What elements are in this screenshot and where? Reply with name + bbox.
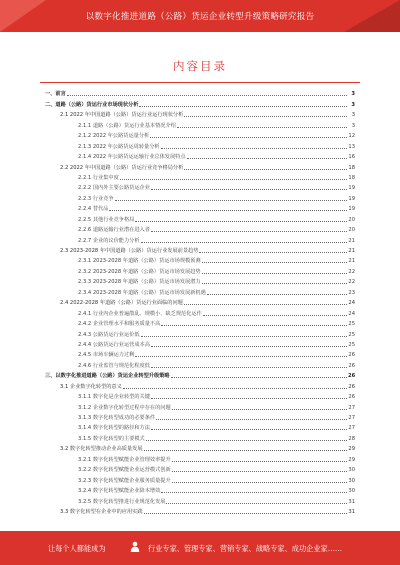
toc-leader-dots: [151, 398, 347, 399]
toc-entry-text: 2.4.3 公路货运行业运价低: [78, 331, 140, 338]
toc-entry[interactable]: [45, 327, 355, 337]
toc-entry-text: 2.1.2 2022 年公路货运量分析: [78, 133, 150, 140]
toc-entry[interactable]: [45, 212, 355, 222]
toc-page-number: 26: [348, 383, 355, 390]
toc-leader-dots: [151, 367, 347, 368]
toc-entry-text: 3.1.2 企业数字化转型过程中存在的问题: [78, 404, 171, 411]
toc-page-number: 21: [348, 258, 355, 265]
toc-entry[interactable]: [45, 233, 355, 243]
toc-entry-text: 2.2.7 企业的议价能力分析: [78, 237, 140, 244]
toc-leader-dots: [144, 450, 347, 451]
toc-entry[interactable]: [45, 400, 355, 410]
toc-entry-text: 二、道路（公路）货运行业市场现状分析: [45, 101, 139, 108]
toc-leader-dots: [184, 304, 347, 305]
toc-entry-text: 3.1.1 数字化是企业转型的关键: [78, 394, 150, 401]
toc-page-number: 19: [348, 195, 355, 202]
toc-page-number: 30: [348, 488, 355, 495]
toc-entry-text: 2.3.2 2023-2028 年道路（公路）货运市场发展趋势: [78, 268, 201, 275]
toc-entry[interactable]: [45, 97, 355, 107]
toc-page-number: 13: [348, 143, 355, 150]
toc-page-number: 20: [348, 227, 355, 234]
toc-entry-text: 2.3 2023-2028 年中国道路（公路）货运行业发展前景趋势: [60, 248, 199, 254]
toc-page-number: 30: [348, 477, 355, 484]
toc-leader-dots: [150, 137, 347, 138]
toc-entry[interactable]: [45, 494, 355, 504]
toc-leader-dots: [172, 461, 347, 462]
toc-entry-text: 2.4.4 公路货运行业运营成本高: [78, 341, 150, 348]
toc-page-number: 30: [348, 467, 355, 474]
toc-leader-dots: [199, 252, 347, 253]
toc-leader-dots: [151, 231, 347, 232]
toc-entry[interactable]: [45, 150, 355, 160]
toc-entry[interactable]: [45, 87, 355, 97]
toc-entry-text: 2.2 2022 年中国道路（公路）货运行业竞争格局分析: [60, 164, 184, 171]
toc-entry[interactable]: [45, 369, 355, 379]
toc-entry[interactable]: [45, 421, 355, 431]
report-title: 以数字化推进道路（公路）货运企业转型升级策略研究报告: [85, 12, 315, 22]
toc-page-number: 21: [348, 248, 355, 254]
toc-entry[interactable]: [45, 463, 355, 473]
toc-entry-text: 3.1.3 数字化转型成功的必要条件: [78, 415, 156, 421]
toc-entry-text: 3.2.2 数字化转型赋能企业运营模式创新: [78, 467, 171, 474]
toc-leader-dots: [144, 513, 347, 514]
toc-entry[interactable]: [45, 139, 355, 149]
footer-slogan-left: 让每个人都能成为: [48, 544, 106, 553]
toc-leader-dots: [172, 409, 347, 410]
toc-leader-dots: [135, 356, 347, 357]
toc-entry[interactable]: [45, 285, 355, 295]
toc-leader-dots: [156, 419, 347, 420]
toc-entry[interactable]: [45, 452, 355, 462]
toc-entry-text: 三、以数字化推进道路（公路）货运企业转型升级策略: [45, 373, 170, 380]
toc-entry-text: 2.4.2 企业管理水平和服务质量不高: [78, 321, 161, 328]
toc-page-number: 27: [348, 415, 355, 421]
toc-leader-dots: [184, 116, 347, 117]
toc-leader-dots: [171, 377, 347, 378]
toc-entry-text: 3.1.5 数字化转型的主要模式: [78, 435, 145, 442]
toc-leader-dots: [161, 325, 347, 326]
page-footer: [0, 531, 400, 565]
toc-entry-text: 2.2.1 行业集中度: [78, 174, 119, 181]
toc-leader-dots: [161, 492, 347, 493]
toc-entry-text: 一、前言: [45, 91, 66, 98]
toc-leader-dots: [151, 346, 347, 347]
toc-entry-text: 2.1 2022 年中国道路（公路）货运行业运行现状分析: [60, 112, 184, 119]
toc-entry-text: 2.3.1 2023-2028 年道路（公路）货运市场规模预测: [78, 258, 201, 265]
toc-entry[interactable]: [45, 348, 355, 358]
toc-entry-text: 2.2.5 其他行业竞争格局: [78, 216, 135, 223]
toc-page-number: 24: [348, 300, 355, 307]
toc-entry-text: 3.2 数字化转型推动企业高质量发展: [60, 446, 143, 453]
toc-leader-dots: [202, 283, 347, 284]
toc-entry[interactable]: [45, 338, 355, 348]
toc-entry[interactable]: [45, 442, 355, 452]
toc-entry[interactable]: [45, 244, 355, 254]
toc-page-number: 12: [348, 133, 355, 140]
footer-slogan-right: 行业专家、管理专家、营销专家、战略专家、成功企业家……: [148, 544, 343, 553]
toc-page-number: 18: [348, 164, 355, 171]
toc-page-number: 26: [348, 373, 356, 380]
toc-page-number: 27: [348, 425, 355, 432]
toc-page-number: 25: [348, 321, 355, 328]
table-of-contents: [45, 87, 355, 515]
toc-leader-dots: [202, 273, 347, 274]
toc-page-number: 28: [348, 435, 355, 442]
toc-leader-dots: [146, 440, 347, 441]
toc-entry[interactable]: [45, 191, 355, 201]
toc-entry-text: 2.3.3 2023-2028 年道路（公路）货运市场发展潜力: [78, 279, 201, 286]
toc-entry-text: 2.2.3 行业竞争: [78, 195, 114, 202]
toc-entry[interactable]: [45, 275, 355, 285]
toc-page-number: 29: [348, 456, 355, 463]
toc-entry[interactable]: [45, 181, 355, 191]
toc-divider: [40, 82, 360, 83]
toc-page-number: 26: [348, 362, 355, 369]
toc-page-number: 22: [348, 279, 355, 286]
toc-leader-dots: [172, 471, 347, 472]
toc-page-number: 18: [348, 174, 355, 181]
toc-entry[interactable]: [45, 160, 355, 170]
toc-entry-text: 3.2.3 数字化转型赋能企业服务质量提升: [78, 477, 171, 484]
toc-page-number: 19: [348, 206, 355, 213]
toc-leader-dots: [141, 242, 347, 243]
toc-leader-dots: [161, 148, 347, 149]
person-icon: [130, 541, 140, 552]
toc-entry-text: 3.2.5 数字化转型推进行业规范化发展: [78, 498, 166, 505]
toc-page-number: 16: [348, 154, 355, 161]
toc-entry[interactable]: [45, 202, 355, 212]
toc-entry[interactable]: [45, 108, 355, 118]
toc-entry-text: 2.1.3 2022 年公路货运周转量分析: [78, 143, 160, 150]
toc-entry-text: 2.1.1 道路（公路）货运行业基本情况介绍: [78, 122, 176, 129]
toc-entry-text: 2.2.4 替代品: [78, 206, 109, 213]
toc-leader-dots: [151, 189, 347, 190]
toc-page-number: 31: [348, 508, 355, 515]
toc-entry[interactable]: [45, 390, 355, 400]
toc-page-number: 20: [348, 216, 355, 223]
toc-leader-dots: [184, 169, 347, 170]
toc-page-number: 31: [348, 498, 355, 505]
toc-page-number: 26: [348, 352, 355, 359]
toc-entry[interactable]: [45, 223, 355, 233]
toc-entry-text: 2.1.4 2022 年公路货运运输行业总体发展特点: [78, 154, 186, 161]
toc-leader-dots: [67, 95, 347, 96]
header-decoration-right: [344, 0, 400, 32]
report-header: [0, 0, 400, 32]
toc-entry[interactable]: [45, 254, 355, 264]
toc-entry-text: 2.2.6 道路运输行业潜在进入者: [78, 227, 150, 234]
toc-page-number: 3: [351, 91, 355, 98]
toc-entry-text: 2.4.6 行业监管与规范化程度低: [78, 362, 150, 369]
toc-leader-dots: [135, 221, 347, 222]
toc-entry-text: 2.3.4 2023-2028 年道路（公路）货运市场发展新机遇: [78, 289, 206, 296]
toc-page-number: 22: [348, 268, 355, 275]
toc-leader-dots: [172, 482, 347, 483]
toc-entry-text: 2.4.5 市场车辆运力过剩: [78, 352, 135, 359]
toc-entry[interactable]: [45, 379, 355, 389]
toc-entry-text: 3.3 数字化转型在企业中的应用实践: [60, 508, 143, 515]
toc-entry[interactable]: [45, 358, 355, 368]
toc-leader-dots: [109, 210, 347, 211]
toc-leader-dots: [207, 294, 347, 295]
toc-leader-dots: [151, 429, 347, 430]
toc-entry[interactable]: [45, 505, 355, 515]
toc-leader-dots: [141, 336, 347, 337]
toc-leader-dots: [177, 127, 347, 128]
toc-leader-dots: [123, 388, 347, 389]
toc-entry[interactable]: [45, 473, 355, 483]
toc-page-number: 3: [351, 112, 355, 119]
toc-entry[interactable]: [45, 411, 355, 421]
toc-entry[interactable]: [45, 296, 355, 306]
toc-entry[interactable]: [45, 317, 355, 327]
toc-page-number: 21: [348, 237, 355, 244]
toc-entry[interactable]: [45, 171, 355, 181]
toc-page-number: 29: [348, 446, 355, 453]
toc-leader-dots: [120, 179, 347, 180]
toc-entry[interactable]: [45, 118, 355, 128]
toc-entry-text: 2.4.1 行业内企业普遍散乱、规模小、缺乏规范化运作: [78, 310, 202, 317]
toc-entry-text: 2.4 2022-2028 年道路（公路）货运行业面临的问题: [60, 300, 183, 307]
toc-page-number: 23: [348, 289, 355, 296]
toc-leader-dots: [115, 200, 347, 201]
toc-heading: 内容目录: [173, 59, 227, 73]
toc-entry-text: 3.1.4 数字化转型的路径和方法: [78, 425, 150, 432]
toc-entry[interactable]: [45, 431, 355, 441]
toc-entry[interactable]: [45, 129, 355, 139]
toc-page-number: 25: [348, 331, 355, 338]
toc-page-number: 27: [348, 404, 355, 411]
toc-entry[interactable]: [45, 306, 355, 316]
toc-page-number: 25: [348, 341, 355, 348]
toc-leader-dots: [139, 106, 347, 107]
toc-page-number: 3: [351, 101, 355, 108]
toc-entry[interactable]: [45, 264, 355, 274]
header-decoration-left: [0, 0, 46, 32]
toc-leader-dots: [187, 158, 347, 159]
toc-page-number: 26: [348, 394, 355, 401]
toc-entry-text: 3.2.1 数字化转型赋能企业管理效率提升: [78, 456, 171, 463]
toc-leader-dots: [166, 503, 347, 504]
toc-entry-text: 3.1 企业数字化转型的意义: [60, 383, 122, 390]
toc-leader-dots: [202, 262, 347, 263]
toc-page-number: 3: [351, 122, 355, 129]
toc-entry-text: 2.2.2 国内外主要公路货运企业: [78, 185, 150, 192]
toc-entry[interactable]: [45, 484, 355, 494]
toc-page-number: 24: [348, 310, 355, 317]
toc-entry-text: 3.2.4 数字化转型赋能企业降本增效: [78, 488, 161, 495]
toc-leader-dots: [203, 315, 347, 316]
toc-page-number: 19: [348, 185, 355, 192]
